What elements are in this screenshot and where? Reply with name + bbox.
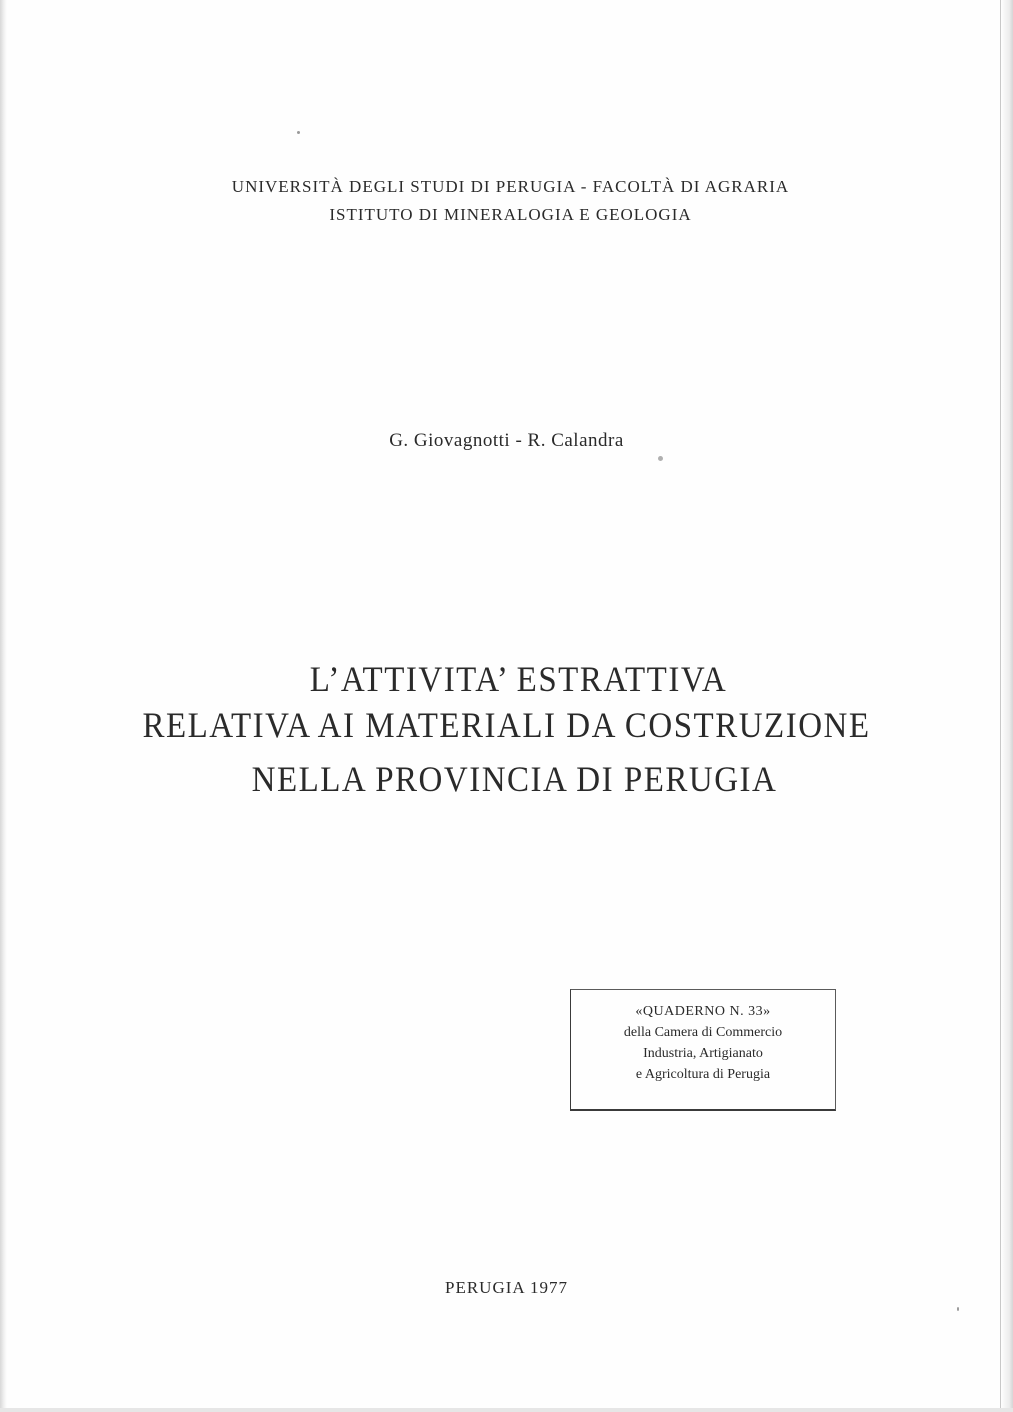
series-box-line-3: Industria, Artigianato [643,1046,763,1061]
paper-speck [658,456,663,461]
series-box [570,989,836,1111]
title-line-3: NELLA PROVINCIA DI PERUGIA [251,760,778,800]
institution-line-1: UNIVERSITÀ DEGLI STUDI DI PERUGIA - FACOLTÀ DI AGRARIA [231,177,790,196]
institution-line-2: ISTITUTO DI MINERALOGIA E GEOLOGIA [329,205,692,224]
series-box-line-4: e Agricoltura di Perugia [635,1067,771,1082]
imprint: PERUGIA 1977 [445,1278,568,1297]
paper-speck [957,1307,959,1311]
series-box-line-2: della Camera di Commercio [623,1025,783,1040]
paper-speck [297,131,300,134]
page-bottom-edge [0,1408,1013,1412]
title-line-2: RELATIVA AI MATERIALI DA COSTRUZIONE [142,706,871,746]
series-box-line-1: «QUADERNO N. 33» [635,1004,771,1019]
authors: G. Giovagnotti - R. Calandra [389,430,624,451]
title-line-1: L’ATTIVITA’ ESTRATTIVA [309,660,728,700]
